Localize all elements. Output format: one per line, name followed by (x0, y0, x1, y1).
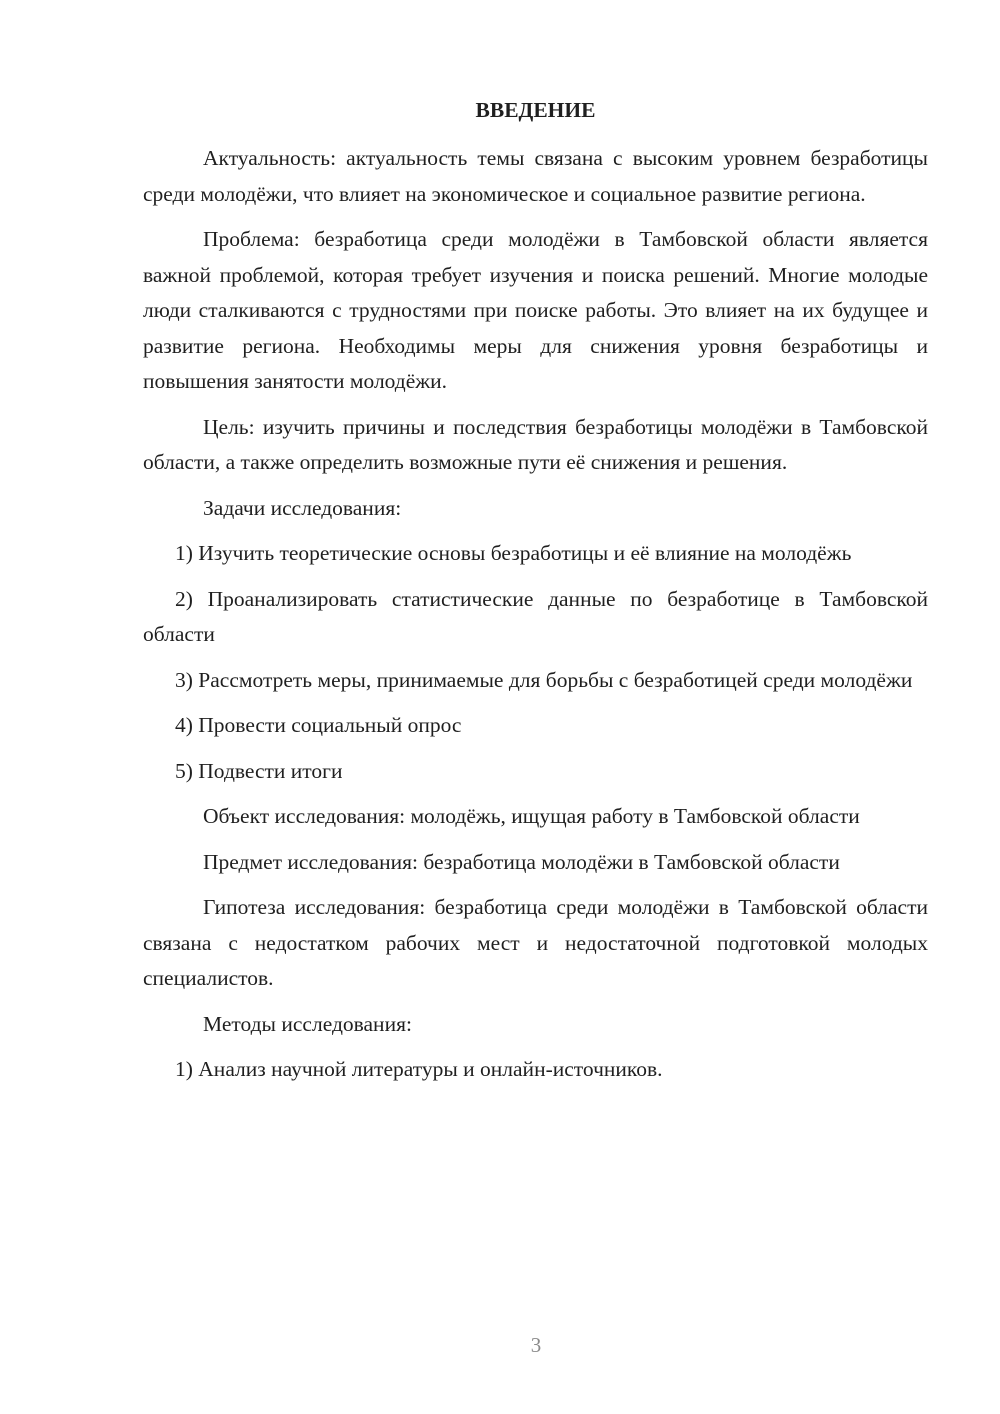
task-item-1: 1) Изучить теоретические основы безработицы и её влияние на молодёжь (175, 541, 852, 565)
paragraph-tasks-heading: Задачи исследования: (203, 495, 402, 520)
paragraph-relevance: Актуальность: актуальность темы связана с высоким уровнем безработицы среди молодёжи, что влияет на экономическое и социальное развитие региона. (143, 146, 928, 206)
task-item-5: 5) Подвести итоги (175, 758, 343, 783)
document-body (143, 141, 928, 1098)
page-number: 3 (530, 1333, 542, 1357)
paragraph-subject: Предмет исследования: безработица молодёжи в Тамбовской области (203, 849, 840, 874)
task-item-3: 3) Рассмотреть меры, принимаемые для борьбы с безработицей среди молодёжи (175, 667, 913, 692)
task-item-2: 2) Проанализировать статистические данные по безработице в Тамбовской области (143, 586, 928, 646)
paragraph-problem: Проблема: безработица среди молодёжи в Тамбовской области является важной проблемой, которая требует изучения и поиска решений. Многие молодые люди сталкиваются с трудностями при поиске работы. Это влияет на их будущее и развитие региона. Необходимы меры для снижения уровня безработицы и повышения занятости молодёжи. (143, 227, 928, 393)
paragraph-goal: Цель: изучить причины и последствия безработицы молодёжи в Тамбовской области, а также определить возможные пути её снижения и решения. (143, 414, 928, 474)
paragraph-hypothesis: Гипотеза исследования: безработица среди молодёжи в Тамбовской области связана с недостатком рабочих мест и недостаточной подготовкой молодых специалистов. (143, 895, 928, 990)
page-title: ВВЕДЕНИЕ (475, 98, 596, 122)
method-item-1: 1) Анализ научной литературы и онлайн-источников. (175, 1057, 663, 1081)
paragraph-methods-heading: Методы исследования: (203, 1011, 412, 1036)
task-item-4: 4) Провести социальный опрос (175, 713, 462, 737)
paragraph-object: Объект исследования: молодёжь, ищущая работу в Тамбовской области (203, 804, 860, 828)
